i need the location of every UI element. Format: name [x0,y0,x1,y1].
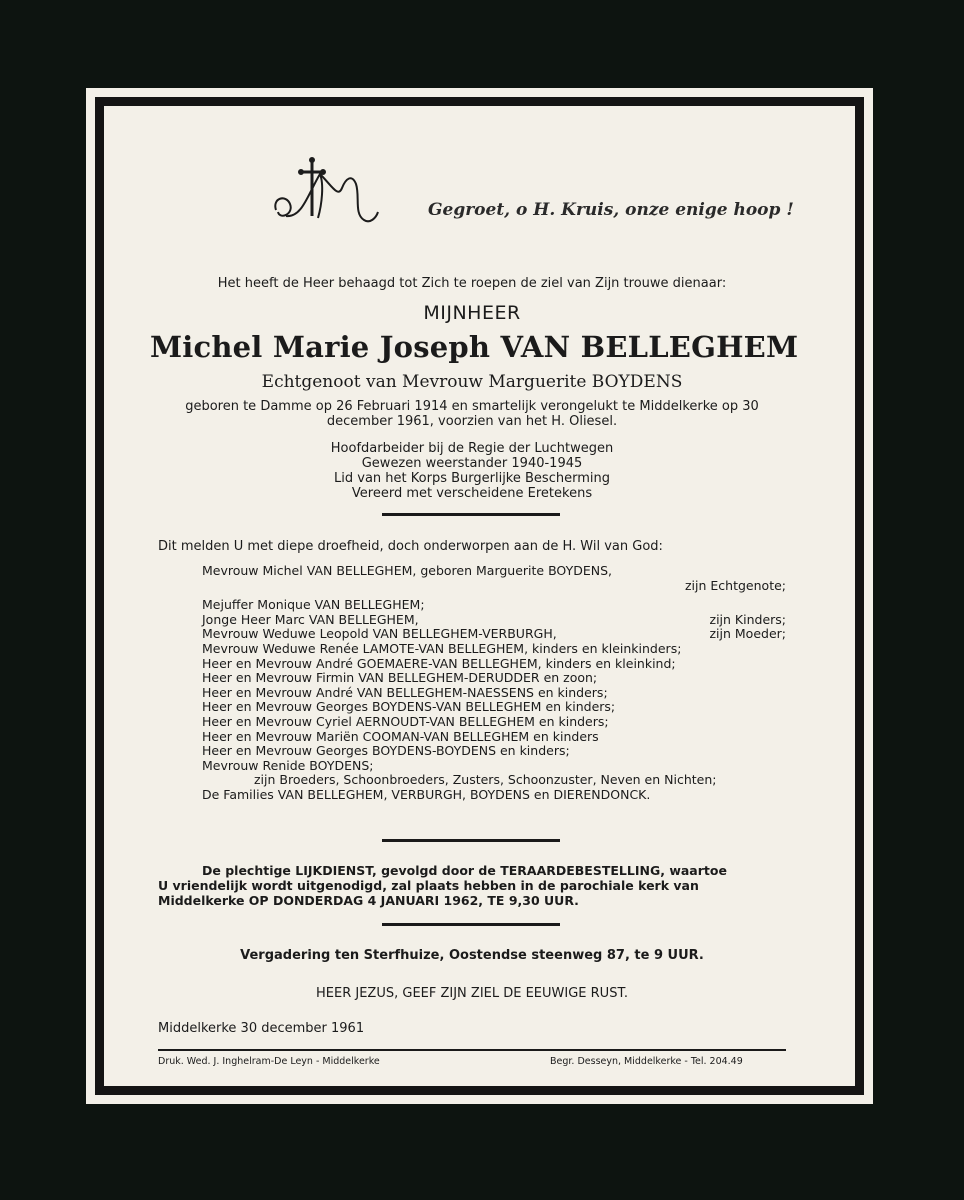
birth-death-text: geboren te Damme op 26 Februari 1914 en smartelijk verongelukt te Middelkerke op 30 december 1961, voorzien van het H. Oliesel. [185,399,759,429]
prayer-text: HEER JEZUS, GEEF ZIJN ZIEL DE EEUWIGE RUST. [316,986,628,1001]
footer-divider [158,1049,786,1051]
function-item: Hoofdarbeider bij de Regie der Luchtwegen [330,441,614,456]
list-item: Heer en Mevrouw Mariën COOMAN-VAN BELLEGHEM en kinders [202,728,599,744]
functions-list [158,441,786,501]
divider [382,923,560,926]
list-item: Mevrouw Weduwe Renée LAMOTE-VAN BELLEGHEM, kinders en kleinkinders; [202,640,682,656]
list-item: Heer en Mevrouw Firmin VAN BELLEGHEM-DERUDDER en zoon; [202,670,598,686]
list-item: Mevrouw Renide BOYDENS; [202,757,374,773]
undertaker-credit: Begr. Desseyn, Middelkerke - Tel. 204.49 [550,1056,743,1067]
list-item: Mevrouw Weduwe Leopold VAN BELLEGHEM-VERBURGH, zijn Moeder; [202,626,786,642]
family-list [158,563,786,802]
function-item: Gewezen weerstander 1940-1945 [361,456,583,471]
honorific: MIJNHEER [423,302,521,324]
family-intro: Dit melden U met diepe droefheid, doch onderworpen aan de H. Wil van God: [158,539,663,554]
deceased-name: Michel Marie Joseph VAN BELLEGHEM [150,330,799,364]
gathering-text: Vergadering ten Sterfhuize, Oostendse steenweg 87, te 9 UUR. [240,948,704,963]
service-line: Middelkerke OP DONDERDAG 4 JANUARI 1962, TE 9,30 UUR. [158,893,579,908]
divider [382,839,560,842]
list-item: Jonge Heer Marc VAN BELLEGHEM, zijn Kinders; [202,611,786,627]
spouse-line: Echtgenoot van Mevrouw Marguerite BOYDENS [261,372,683,392]
motto: Gegroet, o H. Kruis, onze enige hoop ! [428,200,794,220]
list-item: zijn Broeders, Schoonbroeders, Zusters, Schoonzuster, Neven en Nichten; [254,772,717,788]
service-line: De plechtige LIJKDIENST, gevolgd door de TERAARDEBESTELLING, waartoe [202,863,727,878]
list-item: Heer en Mevrouw André GOEMAERE-VAN BELLEGHEM, kinders en kleinkind; [202,655,676,671]
function-item: Lid van het Korps Burgerlijke Bescherming [334,471,610,486]
place-date: Middelkerke 30 december 1961 [158,1021,365,1036]
function-item: Vereerd met verscheidene Eretekens [351,486,593,501]
list-item: zijn Echtgenote; [685,577,786,593]
printer-credit: Druk. Wed. J. Inghelram-De Leyn - Middelkerke [158,1056,380,1067]
list-item: Heer en Mevrouw Georges BOYDENS-VAN BELLEGHEM en kinders; [202,699,616,715]
service-details [158,863,786,908]
list-item: Mevrouw Michel VAN BELLEGHEM, geboren Marguerite BOYDENS, [202,563,613,578]
list-item: Heer en Mevrouw Georges BOYDENS-BOYDENS en kinders; [202,743,570,759]
list-item: Heer en Mevrouw André VAN BELLEGHEM-NAESSENS en kinders; [202,684,608,700]
intro-text: Het heeft de Heer behaagd tot Zich te roepen de ziel van Zijn trouwe dienaar: [217,276,727,291]
list-item: Mejuffer Monique VAN BELLEGHEM; [202,597,425,613]
service-line: U vriendelijk wordt uitgenodigd, zal plaats hebben in de parochiale kerk van [158,878,699,893]
list-item: De Families VAN BELLEGHEM, VERBURGH, BOYDENS en DIERENDONCK. [202,786,651,802]
list-item: Heer en Mevrouw Cyriel AERNOUDT-VAN BELLEGHEM en kinders; [202,713,609,729]
cross-monogram-icon [272,154,382,234]
divider [382,513,560,516]
